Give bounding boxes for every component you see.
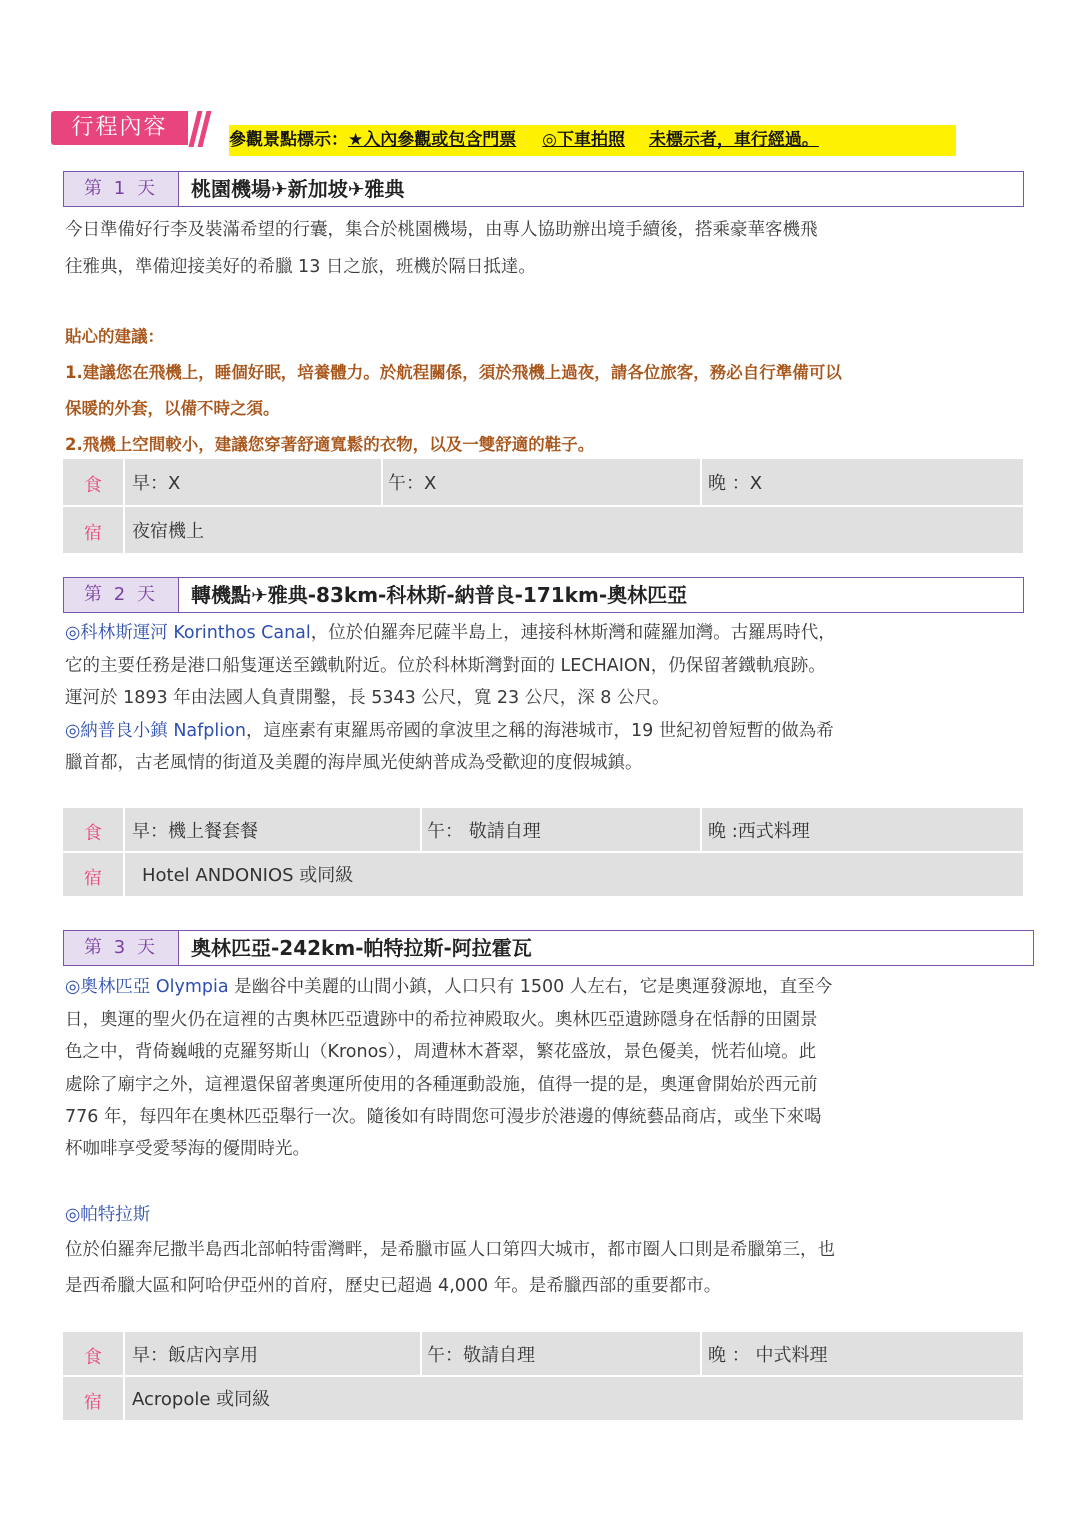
breakfast-cell: 早：飯店內享用 [132, 1345, 258, 1366]
day-label: 第 3 天 [64, 931, 179, 965]
sight-olympia [65, 973, 832, 998]
legend-prefix: 參觀景點標示： [229, 130, 348, 150]
paragraph-line: 色之中，背倚巍峨的克羅努斯山（Kronos），周遭林木蒼翠，繁花盛放，景色優美，恍若仙境。此 [65, 1042, 817, 1062]
sight-text: 是幽谷中美麗的山間小鎮，人口只有 1500 人左右，它是奧運發源地，直至今 [228, 977, 833, 997]
breakfast-cell: 早：機上餐套餐 [132, 821, 258, 842]
day-label: 第 2 天 [64, 578, 179, 612]
tips-line: 2.飛機上空間較小，建議您穿著舒適寬鬆的衣物，以及一雙舒適的鞋子。 [65, 435, 595, 454]
lunch-cell: 午： 敬請自理 [427, 821, 541, 842]
sight-nafplion [65, 717, 834, 742]
day-1-paragraph-line: 往雅典，準備迎接美好的希臘 13 日之旅，班機於隔日抵達。 [65, 257, 536, 277]
sight-name: ◎科林斯運河 Korinthos Canal [65, 623, 311, 643]
paragraph-line: 日，奧運的聖火仍在這裡的古奧林匹亞遺跡中的希拉神殿取火。奧林匹亞遺跡隱身在恬靜的田園景 [65, 1010, 818, 1030]
day-2-meal-table [63, 808, 1023, 896]
legend-entry-admission: ★入內參觀或包含門票 [348, 130, 517, 150]
paragraph-line: 776 年，每四年在奧林匹亞舉行一次。隨後如有時間您可漫步於港邊的傳統藝品商店，或坐下來喝 [65, 1107, 822, 1127]
paragraph-line: 位於伯羅奔尼撒半島西北部帕特雷灣畔，是希臘市區人口第四大城市，都市圈人口則是希臘第三，也 [65, 1240, 835, 1260]
sight-name: ◎納普良小鎮 Nafplion [65, 721, 246, 741]
day-3-meal-table [63, 1332, 1023, 1420]
sight-corinth-canal [65, 619, 836, 644]
dinner-cell: 晚 ：X [708, 473, 763, 494]
sight-text: ，這座素有東羅馬帝國的拿波里之稱的海港城市，19 世紀初曾短暫的做為希 [245, 721, 834, 741]
day-1-meal-table [63, 459, 1023, 553]
day-title: 轉機點✈雅典-83km-科林斯-納普良-171km-奧林匹亞 [191, 583, 688, 607]
day-1-header [63, 171, 1024, 207]
day-title: 桃園機場✈新加坡✈雅典 [191, 177, 405, 201]
tips-line: 保暖的外套，以備不時之須。 [65, 399, 280, 418]
lunch-cell: 午：X [388, 473, 437, 494]
tips-line: 1.建議您在飛機上，睡個好眠，培養體力。於航程關係，須於飛機上過夜，請各位旅客，務必自行準備可以 [65, 363, 842, 382]
hotel-cell: Acropole 或同級 [132, 1389, 271, 1410]
lunch-cell: 午：敬請自理 [427, 1345, 535, 1366]
legend-entry-photo-stop: ◎下車拍照 [542, 130, 626, 150]
meal-label: 食 [84, 1347, 102, 1368]
breakfast-cell: 早：X [132, 473, 181, 494]
sightseeing-legend [229, 125, 956, 156]
sight-text: ，位於伯羅奔尼薩半島上，連接科林斯灣和薩羅加灣。古羅馬時代， [310, 623, 836, 643]
tips-heading: 貼心的建議： [65, 327, 164, 346]
itinerary-badge: 行程內容 [51, 111, 188, 145]
paragraph-line: 臘首都，古老風情的街道及美麗的海岸風光使納普成為受歡迎的度假城鎮。 [65, 753, 643, 773]
dinner-cell: 晚 ： 中式料理 [708, 1345, 828, 1366]
meal-label: 食 [84, 823, 102, 844]
hotel-cell: 夜宿機上 [132, 521, 204, 542]
paragraph-line: 杯咖啡享受愛琴海的優閒時光。 [65, 1139, 310, 1159]
day-label: 第 1 天 [64, 172, 179, 206]
sight-patras-name: ◎帕特拉斯 [65, 1205, 151, 1225]
dinner-cell: 晚 :西式料理 [708, 821, 810, 842]
paragraph-line: 它的主要任務是港口船隻運送至鐵軌附近。位於科林斯灣對面的 LECHAION，仍保留著鐵軌痕跡。 [65, 656, 826, 676]
sight-name: ◎奧林匹亞 Olympia [65, 977, 229, 997]
paragraph-line: 處除了廟宇之外，這裡還保留著奧運所使用的各種運動設施，值得一提的是，奧運會開始於西元前 [65, 1075, 818, 1095]
stay-label: 宿 [84, 1392, 102, 1413]
meal-label: 食 [84, 475, 102, 496]
day-3-header [63, 930, 1034, 966]
stay-label: 宿 [84, 523, 102, 544]
day-title: 奧林匹亞-242km-帕特拉斯-阿拉霍瓦 [191, 936, 532, 960]
legend-entry-drive-by: 未標示者，車行經過。 [648, 130, 819, 150]
paragraph-line: 是西希臘大區和阿哈伊亞州的首府，歷史已超過 4,000 年。是希臘西部的重要都市。 [65, 1276, 722, 1296]
stay-label: 宿 [84, 868, 102, 889]
paragraph-line: 運河於 1893 年由法國人負責開鑿，長 5343 公尺，寬 23 公尺，深 8 公尺。 [65, 688, 670, 708]
day-2-header [63, 577, 1024, 613]
hotel-cell: Hotel ANDONIOS 或同級 [142, 865, 354, 886]
day-1-paragraph-line: 今日準備好行李及裝滿希望的行囊，集合於桃園機場，由專人協助辦出境手續後，搭乘豪華客機飛 [65, 220, 818, 240]
